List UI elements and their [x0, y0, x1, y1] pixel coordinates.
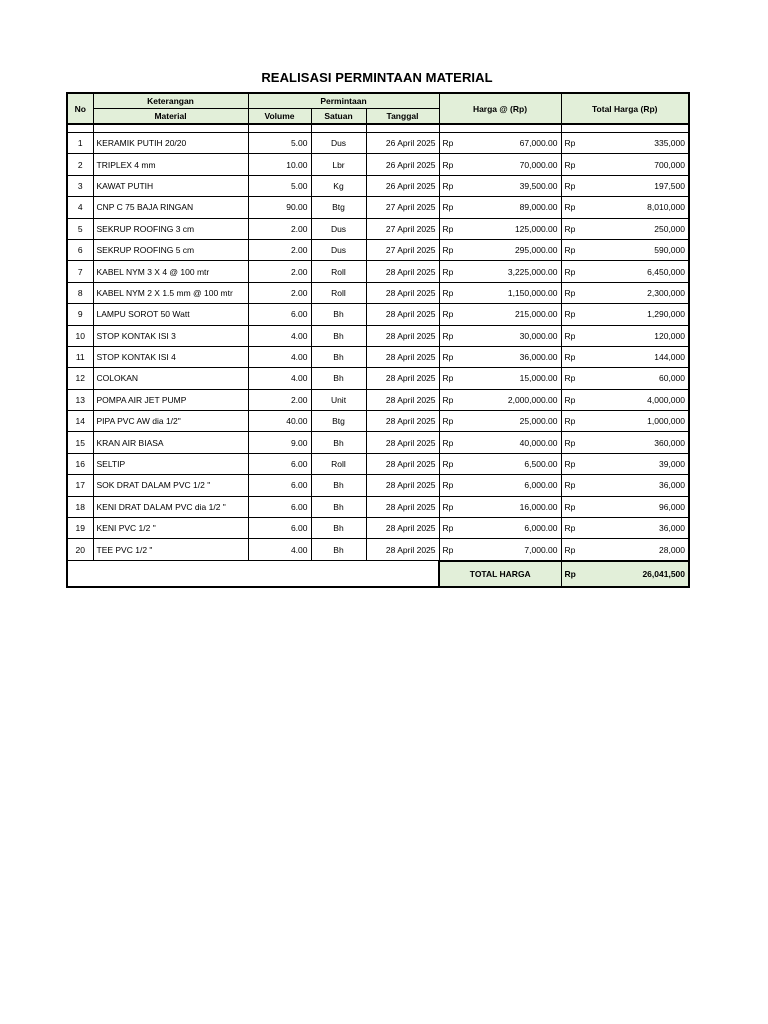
table-row	[67, 282, 689, 303]
header-no: No	[67, 93, 93, 124]
row-volume: 5.00	[248, 175, 311, 196]
row-no: 15	[67, 432, 93, 453]
row-total: 700,000	[583, 154, 689, 175]
row-harga: 6,000.00	[461, 518, 561, 539]
row-harga: 70,000.00	[461, 154, 561, 175]
row-volume: 2.00	[248, 218, 311, 239]
row-total-currency: Rp	[561, 218, 583, 239]
row-tanggal: 27 April 2025	[366, 218, 439, 239]
row-total: 197,500	[583, 175, 689, 196]
row-total: 360,000	[583, 432, 689, 453]
row-no: 3	[67, 175, 93, 196]
row-total: 144,000	[583, 346, 689, 367]
row-tanggal: 28 April 2025	[366, 282, 439, 303]
row-no: 18	[67, 496, 93, 517]
row-satuan: Kg	[311, 175, 366, 196]
row-total: 60,000	[583, 368, 689, 389]
row-total: 335,000	[583, 133, 689, 154]
row-tanggal: 28 April 2025	[366, 368, 439, 389]
document-title: REALISASI PERMINTAAN MATERIAL	[261, 70, 493, 85]
row-material: TEE PVC 1/2 "	[93, 539, 248, 561]
row-no: 16	[67, 453, 93, 474]
row-no: 10	[67, 325, 93, 346]
row-no: 17	[67, 475, 93, 496]
row-harga-currency: Rp	[439, 218, 461, 239]
row-harga-currency: Rp	[439, 411, 461, 432]
row-material: STOP KONTAK ISI 3	[93, 325, 248, 346]
row-material: CNP C 75 BAJA RINGAN	[93, 197, 248, 218]
row-volume: 2.00	[248, 261, 311, 282]
row-total: 120,000	[583, 325, 689, 346]
row-satuan: Dus	[311, 239, 366, 260]
table-row	[67, 133, 689, 154]
row-volume: 9.00	[248, 432, 311, 453]
table-row	[67, 453, 689, 474]
header-material: Material	[93, 109, 248, 125]
row-material: KAWAT PUTIH	[93, 175, 248, 196]
table-row	[67, 197, 689, 218]
header-permintaan: Permintaan	[248, 93, 439, 109]
row-tanggal: 26 April 2025	[366, 154, 439, 175]
row-satuan: Bh	[311, 304, 366, 325]
row-total-currency: Rp	[561, 368, 583, 389]
row-no: 12	[67, 368, 93, 389]
table-row	[67, 496, 689, 517]
total-label: TOTAL HARGA	[439, 561, 561, 587]
row-harga: 125,000.00	[461, 218, 561, 239]
row-satuan: Roll	[311, 282, 366, 303]
row-satuan: Roll	[311, 261, 366, 282]
row-harga-currency: Rp	[439, 325, 461, 346]
row-harga-currency: Rp	[439, 175, 461, 196]
row-volume: 5.00	[248, 133, 311, 154]
row-harga: 7,000.00	[461, 539, 561, 561]
row-harga-currency: Rp	[439, 133, 461, 154]
table-row	[67, 539, 689, 561]
row-tanggal: 28 April 2025	[366, 389, 439, 410]
row-no: 5	[67, 218, 93, 239]
row-material: KENI DRAT DALAM PVC dia 1/2 "	[93, 496, 248, 517]
table-row	[67, 368, 689, 389]
row-volume: 6.00	[248, 453, 311, 474]
row-material: PIPA PVC AW dia 1/2"	[93, 411, 248, 432]
row-harga-currency: Rp	[439, 432, 461, 453]
row-total-currency: Rp	[561, 154, 583, 175]
row-harga: 30,000.00	[461, 325, 561, 346]
row-material: SEKRUP ROOFING 5 cm	[93, 239, 248, 260]
row-harga-currency: Rp	[439, 539, 461, 561]
table-row	[67, 432, 689, 453]
total-currency: Rp	[561, 561, 583, 587]
row-volume: 4.00	[248, 539, 311, 561]
row-satuan: Bh	[311, 325, 366, 346]
header-volume: Volume	[248, 109, 311, 125]
row-total: 4,000,000	[583, 389, 689, 410]
row-tanggal: 28 April 2025	[366, 518, 439, 539]
row-harga-currency: Rp	[439, 368, 461, 389]
row-tanggal: 27 April 2025	[366, 239, 439, 260]
row-harga: 1,150,000.00	[461, 282, 561, 303]
row-satuan: Btg	[311, 197, 366, 218]
header-total-harga: Total Harga (Rp)	[561, 93, 689, 124]
row-volume: 2.00	[248, 389, 311, 410]
row-no: 6	[67, 239, 93, 260]
row-harga: 295,000.00	[461, 239, 561, 260]
row-satuan: Bh	[311, 475, 366, 496]
row-volume: 4.00	[248, 368, 311, 389]
total-row	[67, 561, 689, 587]
row-satuan: Bh	[311, 539, 366, 561]
material-table	[66, 92, 690, 588]
row-material: KENI PVC 1/2 "	[93, 518, 248, 539]
row-no: 1	[67, 133, 93, 154]
row-total: 1,000,000	[583, 411, 689, 432]
row-total-currency: Rp	[561, 346, 583, 367]
row-total: 1,290,000	[583, 304, 689, 325]
row-harga-currency: Rp	[439, 496, 461, 517]
row-satuan: Dus	[311, 133, 366, 154]
row-harga: 3,225,000.00	[461, 261, 561, 282]
row-material: SOK DRAT DALAM PVC 1/2 "	[93, 475, 248, 496]
row-material: POMPA AIR JET PUMP	[93, 389, 248, 410]
row-no: 11	[67, 346, 93, 367]
table-row	[67, 389, 689, 410]
row-harga-currency: Rp	[439, 518, 461, 539]
row-harga-currency: Rp	[439, 239, 461, 260]
row-volume: 2.00	[248, 282, 311, 303]
row-harga: 215,000.00	[461, 304, 561, 325]
row-harga-currency: Rp	[439, 261, 461, 282]
row-material: STOP KONTAK ISI 4	[93, 346, 248, 367]
row-total-currency: Rp	[561, 175, 583, 196]
table-row	[67, 346, 689, 367]
row-material: COLOKAN	[93, 368, 248, 389]
table-row	[67, 475, 689, 496]
row-harga-currency: Rp	[439, 304, 461, 325]
row-harga: 6,500.00	[461, 453, 561, 474]
row-total-currency: Rp	[561, 239, 583, 260]
row-tanggal: 28 April 2025	[366, 261, 439, 282]
header-tanggal: Tanggal	[366, 109, 439, 125]
row-total: 28,000	[583, 539, 689, 561]
table-row	[67, 411, 689, 432]
row-no: 9	[67, 304, 93, 325]
header-spacer-row	[67, 124, 689, 133]
row-total-currency: Rp	[561, 133, 583, 154]
row-tanggal: 26 April 2025	[366, 133, 439, 154]
row-satuan: Roll	[311, 453, 366, 474]
row-harga: 2,000,000.00	[461, 389, 561, 410]
row-total: 6,450,000	[583, 261, 689, 282]
row-total-currency: Rp	[561, 475, 583, 496]
row-total-currency: Rp	[561, 496, 583, 517]
row-harga: 39,500.00	[461, 175, 561, 196]
row-harga: 36,000.00	[461, 346, 561, 367]
table-row	[67, 518, 689, 539]
row-tanggal: 28 April 2025	[366, 325, 439, 346]
row-no: 8	[67, 282, 93, 303]
row-harga-currency: Rp	[439, 346, 461, 367]
row-total-currency: Rp	[561, 389, 583, 410]
header-harga: Harga @ (Rp)	[439, 93, 561, 124]
row-satuan: Btg	[311, 411, 366, 432]
row-total-currency: Rp	[561, 539, 583, 561]
row-harga: 67,000.00	[461, 133, 561, 154]
row-total: 96,000	[583, 496, 689, 517]
row-volume: 90.00	[248, 197, 311, 218]
row-material: KABEL NYM 3 X 4 @ 100 mtr	[93, 261, 248, 282]
row-tanggal: 28 April 2025	[366, 539, 439, 561]
row-total: 590,000	[583, 239, 689, 260]
row-total: 39,000	[583, 453, 689, 474]
row-satuan: Bh	[311, 346, 366, 367]
row-satuan: Bh	[311, 368, 366, 389]
row-material: SELTIP	[93, 453, 248, 474]
row-no: 19	[67, 518, 93, 539]
row-no: 4	[67, 197, 93, 218]
table-row	[67, 304, 689, 325]
row-no: 7	[67, 261, 93, 282]
row-total-currency: Rp	[561, 282, 583, 303]
row-tanggal: 28 April 2025	[366, 475, 439, 496]
table-row	[67, 325, 689, 346]
row-material: KERAMIK PUTIH 20/20	[93, 133, 248, 154]
row-no: 20	[67, 539, 93, 561]
row-total-currency: Rp	[561, 304, 583, 325]
row-harga: 16,000.00	[461, 496, 561, 517]
row-total: 2,300,000	[583, 282, 689, 303]
row-tanggal: 28 April 2025	[366, 432, 439, 453]
row-harga: 89,000.00	[461, 197, 561, 218]
row-satuan: Dus	[311, 218, 366, 239]
row-material: KRAN AIR BIASA	[93, 432, 248, 453]
row-satuan: Lbr	[311, 154, 366, 175]
row-harga: 6,000.00	[461, 475, 561, 496]
row-harga-currency: Rp	[439, 197, 461, 218]
row-volume: 6.00	[248, 496, 311, 517]
row-material: LAMPU SOROT 50 Watt	[93, 304, 248, 325]
header-satuan: Satuan	[311, 109, 366, 125]
row-tanggal: 28 April 2025	[366, 411, 439, 432]
row-total: 250,000	[583, 218, 689, 239]
row-harga: 15,000.00	[461, 368, 561, 389]
row-no: 13	[67, 389, 93, 410]
row-tanggal: 28 April 2025	[366, 453, 439, 474]
table-row	[67, 154, 689, 175]
row-total: 36,000	[583, 475, 689, 496]
row-harga-currency: Rp	[439, 282, 461, 303]
table-row	[67, 175, 689, 196]
row-tanggal: 28 April 2025	[366, 346, 439, 367]
row-total: 36,000	[583, 518, 689, 539]
table-row	[67, 218, 689, 239]
row-total-currency: Rp	[561, 197, 583, 218]
row-volume: 2.00	[248, 239, 311, 260]
row-harga-currency: Rp	[439, 389, 461, 410]
row-tanggal: 28 April 2025	[366, 304, 439, 325]
row-material: SEKRUP ROOFING 3 cm	[93, 218, 248, 239]
row-tanggal: 26 April 2025	[366, 175, 439, 196]
row-satuan: Bh	[311, 432, 366, 453]
row-total-currency: Rp	[561, 432, 583, 453]
row-material: TRIPLEX 4 mm	[93, 154, 248, 175]
row-total: 8,010,000	[583, 197, 689, 218]
row-volume: 6.00	[248, 475, 311, 496]
row-tanggal: 27 April 2025	[366, 197, 439, 218]
row-tanggal: 28 April 2025	[366, 496, 439, 517]
row-total-currency: Rp	[561, 325, 583, 346]
row-volume: 4.00	[248, 346, 311, 367]
row-volume: 40.00	[248, 411, 311, 432]
table-row	[67, 261, 689, 282]
table-row	[67, 239, 689, 260]
row-total-currency: Rp	[561, 411, 583, 432]
row-harga: 25,000.00	[461, 411, 561, 432]
row-harga-currency: Rp	[439, 475, 461, 496]
row-total-currency: Rp	[561, 453, 583, 474]
row-volume: 10.00	[248, 154, 311, 175]
row-no: 2	[67, 154, 93, 175]
row-material: KABEL NYM 2 X 1.5 mm @ 100 mtr	[93, 282, 248, 303]
row-harga: 40,000.00	[461, 432, 561, 453]
row-no: 14	[67, 411, 93, 432]
row-harga-currency: Rp	[439, 453, 461, 474]
row-volume: 6.00	[248, 518, 311, 539]
row-satuan: Unit	[311, 389, 366, 410]
row-satuan: Bh	[311, 496, 366, 517]
row-harga-currency: Rp	[439, 154, 461, 175]
row-satuan: Bh	[311, 518, 366, 539]
row-total-currency: Rp	[561, 261, 583, 282]
row-volume: 4.00	[248, 325, 311, 346]
header-keterangan: Keterangan	[93, 93, 248, 109]
total-value: 26,041,500	[583, 561, 689, 587]
row-volume: 6.00	[248, 304, 311, 325]
row-total-currency: Rp	[561, 518, 583, 539]
